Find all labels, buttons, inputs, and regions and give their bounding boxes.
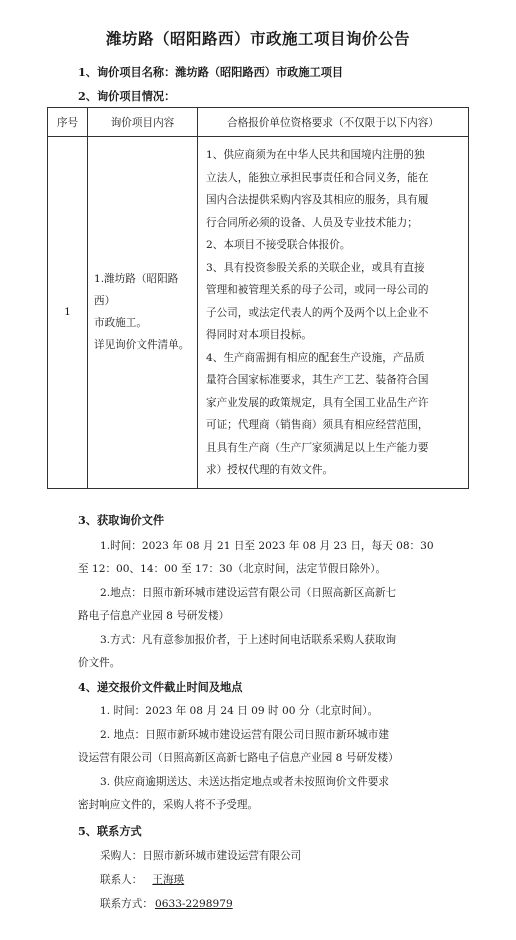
header-item: 询价项目内容	[88, 108, 198, 137]
s3-line: 路电子信息产业园 8 号研发楼）	[78, 610, 230, 622]
s3-line: 3.方式：凡有意参加报价者，于上述时间电话联系采购人获取询	[100, 634, 397, 646]
s4-line: 2. 地点：日照市新环城市建设运营有限公司日照市新环城市建	[100, 729, 389, 741]
req-line: 管理和被管理关系的母子公司，或同一母公司的	[206, 284, 429, 296]
phone-line	[100, 896, 241, 911]
table-header-row	[48, 108, 469, 137]
header-requirements: 合格报价单位资格要求（不仅限于以下内容）	[198, 108, 469, 137]
req-line: 量符合国家标准要求，其生产工艺、装备符合国	[206, 374, 429, 386]
project-table	[47, 107, 469, 489]
item-line: 市政施工。	[94, 317, 147, 330]
header-no: 序号	[48, 108, 88, 137]
item-line: 详见询价文件清单。	[94, 339, 190, 352]
req-line: 家产业发展的政策规定，具有全国工业品生产许	[206, 396, 429, 409]
req-line: 行合同所必须的设备、人员及专业技术能力；	[206, 216, 418, 229]
req-line: 4、生产商需拥有相应的配套生产设施，产品质	[206, 351, 425, 364]
phone-number: 0633-2298979	[154, 898, 233, 910]
s4-line: 密封响应文件的，采购人将不予受理。	[78, 799, 259, 811]
req-line: 子公司，或法定代表人的两个及两个以上企业不	[206, 306, 429, 319]
contact-line	[100, 872, 194, 887]
buyer-line	[100, 848, 301, 863]
s3-line: 2.地点：日照市新环城市建设运营有限公司（日照高新区高新七	[100, 587, 397, 599]
buyer-label: 采购人：	[100, 850, 143, 862]
buyer-name: 日照市新环城市建设运营有限公司	[142, 850, 302, 862]
item-line: 1.潍坊路（昭阳路西）	[94, 273, 179, 308]
page-title: 潍坊路（昭阳路西）市政施工项目询价公告	[105, 29, 410, 48]
req-line: 得同时对本项目投标。	[206, 329, 312, 341]
req-line: 3、具有投资参股关系的关联企业，或具有直接	[206, 261, 425, 274]
req-line: 求）授权代理的有效文件。	[206, 464, 334, 476]
section-5-label: 5、联系方式	[78, 824, 142, 838]
row-no: 1	[48, 137, 88, 489]
section-3-label: 3、获取询价文件	[78, 513, 165, 527]
contact-name: 王海瑛	[152, 874, 185, 886]
section-2-label: 2、询价项目情况：	[78, 89, 176, 103]
req-line: 国内合法提供采购内容及其相应的服务，具有履	[206, 194, 429, 206]
req-line: 且具有生产商（生产厂家须满足以上生产能力要	[206, 441, 429, 454]
contact-label: 联系人：	[100, 874, 143, 886]
s3-line: 1.时间：2023 年 08 月 21 日至 2023 年 08 月 23 日，每天 08：30	[100, 540, 434, 552]
section-1-label: 1、询价项目名称：	[78, 65, 176, 79]
project-name: 潍坊路（昭阳路西）市政施工项目	[175, 65, 344, 79]
req-line: 立法人，能独立承担民事责任和合同义务，能在	[206, 171, 429, 184]
s4-line: 设运营有限公司（日照高新区高新七路电子信息产业园 8 号研发楼）	[78, 752, 399, 764]
table-row	[48, 137, 469, 489]
s3-line: 价文件。	[78, 657, 121, 669]
req-line: 2、本项目不接受联合体报价。	[206, 239, 351, 251]
req-line: 可证；代理商（销售商）须具有相应经营范围，	[206, 419, 429, 431]
section-4-label: 4、递交报价文件截止时间及地点	[78, 680, 243, 694]
section-1	[78, 64, 343, 80]
s4-line: 1. 时间：2023 年 08 月 24 日 09 时 00 分（北京时间）。	[100, 705, 379, 717]
s3-line: 至 12：00、14：00 至 17：30（北京时间，法定节假日除外）。	[78, 563, 387, 575]
row-item	[88, 137, 198, 489]
row-requirements	[198, 137, 469, 489]
phone-label: 联系方式：	[100, 898, 153, 910]
s4-line: 3. 供应商逾期送达、未送达指定地点或者未按照询价文件要求	[100, 776, 389, 788]
req-line: 1、供应商须为在中华人民共和国境内注册的独	[206, 149, 425, 161]
